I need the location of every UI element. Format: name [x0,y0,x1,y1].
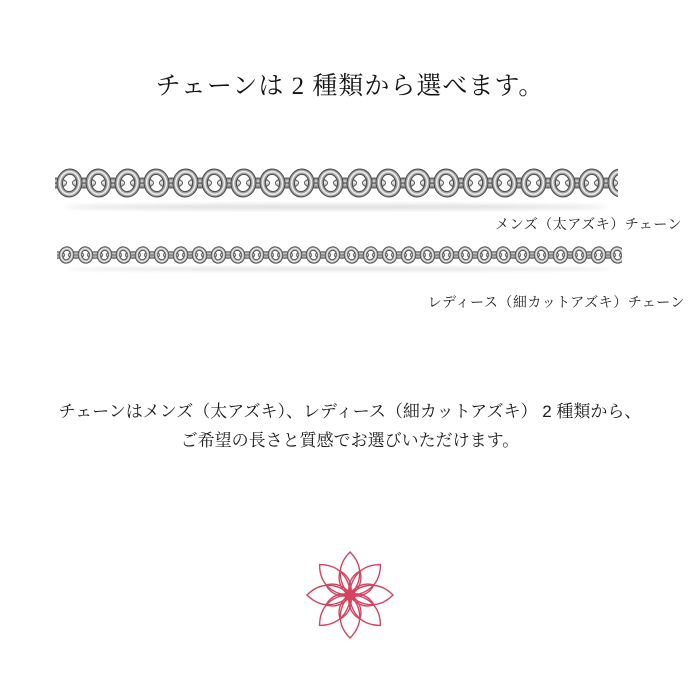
flower-logo-icon [304,549,396,641]
ladies-chain-label: レディース（細カットアズキ）チェーン [427,294,685,310]
mens-chain-label: メンズ（太アズキ）チェーン [495,216,682,232]
description-text [0,397,700,455]
page-title: チェーンは 2 種類から選べます。 [155,73,545,100]
brand-logo [304,549,396,641]
description-line-1: チェーンはメンズ（太アズキ）、レディース（細カットアズキ） 2 種類から、 [58,402,642,421]
ladies-chain-image [57,243,622,273]
mens-chain-image [55,166,618,212]
description-line-2: ご希望の長さと質感でお選びいただけます。 [180,431,520,450]
